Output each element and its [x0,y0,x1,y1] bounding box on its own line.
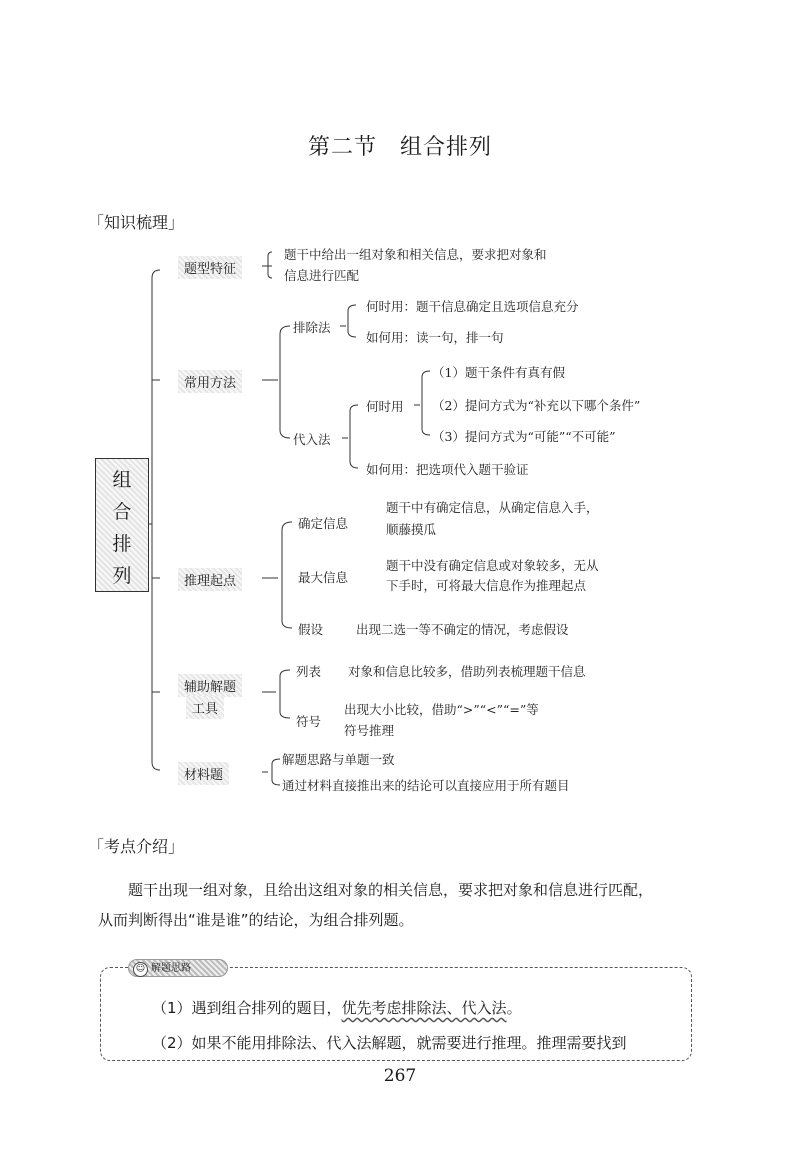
assumption-desc: 出现二选一等不确定的情况，考虑假设 [356,622,569,637]
category-aux-tools-line1: 辅助解题 [178,674,242,697]
material-rule-2: 通过材料直接推出来的结论可以直接应用于所有题目 [282,778,570,793]
substitution-case-1: （1）题干条件有真有假 [432,365,565,380]
start-assumption: 假设 [298,622,324,637]
substitution-case-3: （3）提问方式为“可能”“不可能” [432,429,616,444]
tip-item-1: （1）遇到组合排列的题目，优先考虑排除法、代入法。 [152,999,522,1017]
max-info-desc-line2: 下手时，可将最大信息作为推理起点 [386,578,587,593]
max-info-desc-line1: 题干中没有确定信息或对象较多，无从 [386,558,599,573]
category-question-features: 题型特征 [178,256,242,279]
tip-item-2: （2）如果不能用排除法、代入法解题，就需要进行推理。推理需要找到 [152,1034,627,1052]
tool-table-desc: 对象和信息比较多，借助列表梳理题干信息 [348,664,586,679]
method-elimination: 排除法 [293,320,331,335]
tool-table: 列表 [296,664,322,679]
elimination-when: 何时用：题干信息确定且选项信息充分 [366,299,579,314]
certain-info-desc-line2: 顺藤摸瓜 [386,522,437,537]
elimination-how: 如何用：读一句，排一句 [366,330,504,345]
tip-underlined-text: 优先考虑排除法、代入法 [341,999,507,1017]
exam-intro-line1: 题干出现一组对象，且给出这组对象的相关信息，要求把对象和信息进行匹配， [128,881,654,899]
tool-symbol: 符号 [296,714,322,729]
page-number: 267 [383,1066,417,1086]
tool-symbol-desc-line1: 出现大小比较，借助“>”“<”“=”等 [344,702,539,717]
start-max-info: 最大信息 [298,570,349,585]
category-aux-tools-line2: 工具 [186,696,224,719]
start-certain-info: 确定信息 [298,516,349,531]
category-material-questions: 材料题 [178,762,229,785]
substitution-when: 何时用 [366,399,404,414]
certain-info-desc-line1: 题干中有确定信息，从确定信息入手， [386,500,599,515]
mindmap-root: 组 合 排 列 [95,458,149,592]
exam-intro-line2: 从而判断得出“谁是谁”的结论，为组合排列题。 [98,911,414,929]
category-common-methods: 常用方法 [178,370,242,393]
smiley-icon: ☺ [133,962,148,977]
section-heading-exam-points: 「考点介绍」 [88,837,185,856]
method-substitution: 代入法 [293,432,331,447]
substitution-case-2: （2）提问方式为“补充以下哪个条件” [432,398,641,413]
material-rule-1: 解题思路与单题一致 [282,752,395,767]
question-features-desc-line1: 题干中给出一组对象和相关信息，要求把对象和 [284,247,547,262]
tool-symbol-desc-line2: 符号推理 [344,723,395,738]
tip-badge: ☺ 解题思路 [128,959,228,977]
substitution-how: 如何用：把选项代入题干验证 [366,462,529,477]
page-title: 第二节 组合排列 [307,135,492,160]
question-features-desc-line2: 信息进行匹配 [284,268,360,283]
category-reasoning-start: 推理起点 [178,568,242,591]
section-heading-knowledge: 「知识梳理」 [88,213,185,232]
